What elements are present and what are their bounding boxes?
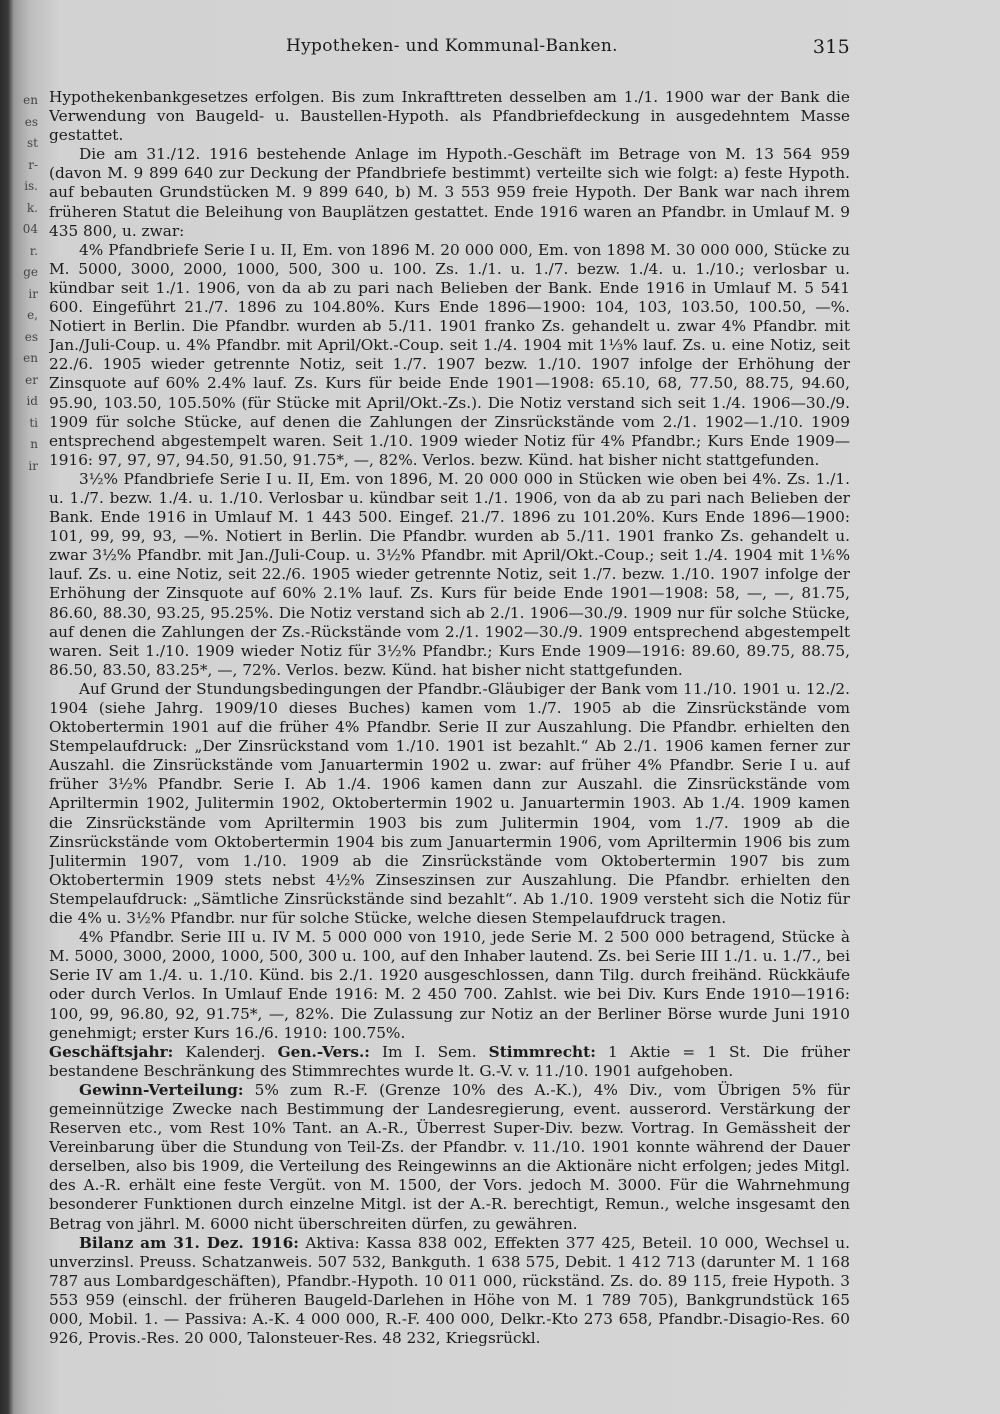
previous-page-edge (0, 90, 40, 610)
label-gewinn-verteilung: Gewinn-Verteilung: (79, 1080, 244, 1099)
gutter-fragment: st (27, 136, 38, 150)
gutter-fragment: en (23, 93, 38, 107)
paragraph-hypothek-anlage: Die am 31./12. 1916 bestehende Anlage im Hypoth.-Geschäft im Betrage von M. 13 564 959 (davon M. 9 899 640 zur Deckung der Pfandbriefe bestimmt) verteilte sich wie folgt: a) feste Hypoth. auf bebauten Grundstücken M. 9 899 640, b) M. 3 553 959 freie Hypoth. Der Bank war nach ihrem früheren Statut die Beleihung von Bauplätzen gestattet. Ende 1916 waren an Pfandbr. in Umlauf M. 9 435 800, u. zwar: (49, 145, 850, 240)
section-geschaeftsjahr (49, 1043, 850, 1081)
section-gewinn-verteilung (49, 1081, 850, 1234)
gutter-fragment: k. (26, 200, 38, 215)
running-header (48, 36, 850, 60)
paragraph-stundung: Auf Grund der Stundungsbedingungen der Pfandbr.-Gläubiger der Bank vom 11./10. 1901 u. 12./2. 1904 (siehe Jahrg. 1909/10 dieses Buches) kamen vom 1./7. 1905 ab die Zinsrückstände vom Oktobertermin 1901 auf die früher 4% Pfandbr. Serie II zur Auszahlung. Die Pfandbr. erhielten den Stempelaufdruck: „Der Zinsrückstand vom 1./10. 1901 ist bezahlt.“ Ab 2./1. 1906 kamen ferner zur Auszahl. die Zinsrückstände vom Januartermin 1902 u. zwar: auf früher 4% Pfandbr. Serie I u. auf früher 3½% Pfandbr. Serie I. Ab 1./4. 1906 kamen dann zur Auszahl. die Zinsrückstände vom Apriltermin 1902, Julitermin 1902, Oktobertermin 1902 u. Januartermin 1903. Ab 1./4. 1909 kamen die Zinsrückstände vom Apriltermin 1903 bis zum Julitermin 1904, vom 1./7. 1909 ab die Zinsrückstände vom Oktobertermin 1904 bis zum Januartermin 1906, vom Apriltermin 1906 bis zum Julitermin 1907, vom 1./10. 1909 ab die Zinsrückstände vom Oktobertermin 1907 bis zum Oktobertermin 1909 stets nebst 4½% Zinseszinsen zur Auszahlung. Die Pfandbr. erhielten den Stempelaufdruck: „Sämtliche Zinsrückstände sind bezahlt“. Ab 1./10. 1909 versteht sich die Notiz für die 4% u. 3½% Pfandbr. nur für solche Stücke, welche diesen Stempelaufdruck tragen. (49, 679, 850, 928)
text-bilanz: Aktiva: Kassa 838 002, Effekten 377 425, Beteil. 10 000, Wechsel u. unverzinsl. Preuss. Schatzanweis. 507 532, Bankguth. 1 638 575, Debit. 1 412 713 (darunter M. 1 168 787 aus Lombardgeschäften), Pfandbr.-Hypoth. 10 011 000, rückständ. Zs. do. 89 115, freie Hypoth. 3 553 959 (einschl. der früheren Baugeld-Darlehen in Höhe von M. 1 789 705), Bankgrundstück 165 000, Mobil. 1. — Passiva: A.-K. 4 000 000, R.-F. 400 000, Delkr.-Kto 273 658, Pfandbr.-Disagio-Res. 60 926, Provis.-Res. 20 000, Talonsteuer-Res. 48 232, Kriegsrückl. (49, 1233, 850, 1348)
gutter-fragment: ti (29, 415, 38, 430)
gutter-fragment: r. (29, 243, 38, 258)
header-title: Hypotheken- und Kommunal-Banken. (286, 36, 618, 56)
paragraph-3-5pct-pfandbriefe: 3½% Pfandbriefe Serie I u. II, Em. von 1896, M. 20 000 000 in Stücken wie oben bei 4%. Zs. 1./1. u. 1./7. bezw. 1./4. u. 1./10. Verlosbar u. kündbar seit 1./1. 1906, von da ab zu pari nach Belieben der Bank. Ende 1916 in Umlauf M. 1 443 500. Eingef. 21./7. 1896 zu 101.20%. Kurs Ende 1896—1900: 101, 99, 99, 93, —%. Notiert in Berlin. Die Pfandbr. wurden ab 5./11. 1901 franko Zs. gehandelt u. zwar 3½% Pfandbr. mit Jan./Juli-Coup. u. 3½% Pfandbr. mit April/Okt.-Coup.; seit 1./4. 1904 mit 1⅙% lauf. Zs. u. eine Notiz, seit 22./6. 1905 wieder getrennte Notiz, seit 1./7. bezw. 1./10. 1907 infolge der Erhöhung der Zinsquote auf 60% 2.1% lauf. Zs. Kurs für beide Ende 1901—1908: 58, —, —, 81.75, 86.60, 88.30, 93.25, 95.25%. Die Notiz verstand sich ab 2./1. 1906—30./9. 1909 nur für solche Stücke, auf denen die Zahlungen der Zs.-Rückstände vom 2./1. 1902—30./9. 1909 entsprechend abgestempelt waren. Seit 1./10. 1909 wieder Notiz für 3½% Pfandbr.; Kurs Ende 1909—1916: 89.60, 89.75, 88.75, 86.50, 83.50, 83.25*, —, 72%. Verlos. bezw. Künd. hat bisher nicht stattgefunden. (49, 469, 850, 679)
gutter-fragment: ge (23, 265, 38, 279)
paragraph-continuation: Hypothekenbankgesetzes erfolgen. Bis zum Inkrafttreten desselben am 1./1. 1900 war der Bank die Verwendung von Baugeld- u. Baustellen-Hypoth. als Pfandbriefdeckung in ausgedehntem Masse gestattet. (49, 88, 850, 145)
gutter-fragment: ir (28, 458, 38, 473)
body-text (49, 88, 850, 1398)
gutter-fragment: e, (27, 308, 38, 322)
label-stimmrecht: Stimmrecht: (488, 1042, 596, 1061)
label-geschaeftsjahr: Geschäftsjahr: (49, 1042, 174, 1061)
text-gen-vers: Im I. Sem. (369, 1042, 489, 1061)
page-number: 315 (812, 36, 850, 58)
paragraph-serie-3-4: 4% Pfandbr. Serie III u. IV M. 5 000 000 von 1910, jede Serie M. 2 500 000 betragend, Stücke à M. 5000, 3000, 2000, 1000, 500, 300 u. 100, auf den Inhaber lautend. Zs. bei Serie III 1./1. u. 1./7., bei Serie IV am 1./4. u. 1./10. Künd. bis 2./1. 1920 ausgeschlossen, dann Tilg. durch freihänd. Rückkäufe oder durch Verlos. In Umlauf Ende 1916: M. 2 450 700. Zahlst. wie bei Div. Kurs Ende 1910—1916: 100, 99, 96.80, 92, 91.75*, —, 82%. Die Zulassung zur Notiz an der Berliner Börse wurde Juni 1910 genehmigt; erster Kurs 16./6. 1910: 100.75%. (49, 928, 850, 1042)
gutter-fragment: r- (28, 157, 38, 172)
gutter-fragment: es (24, 114, 38, 129)
gutter-fragment: n (30, 437, 38, 451)
gutter-fragment: 04 (22, 222, 38, 236)
gutter-fragment: er (25, 372, 38, 387)
paragraph-4pct-pfandbriefe: 4% Pfandbriefe Serie I u. II, Em. von 1896 M. 20 000 000, Em. von 1898 M. 30 000 000, Stücke zu M. 5000, 3000, 2000, 1000, 500, 300 u. 100. Zs. 1./1. u. 1./7. bezw. 1./4. u. 1./10.; verlosbar u. kündbar seit 1./1. 1906, von da ab zu pari nach Belieben der Bank. Ende 1916 in Umlauf M. 5 541 600. Eingeführt 21./7. 1896 zu 104.80%. Kurs Ende 1896—1900: 104, 103, 103.50, 100.50, —%. Notiert in Berlin. Die Pfandbr. wurden ab 5./11. 1901 franko Zs. gehandelt u. zwar 4% Pfandbr. mit Jan./Juli-Coup. u. 4% Pfandbr. mit April/Okt.-Coup. seit 1./4. 1904 mit 1⅓% lauf. Zs. u. eine Notiz, seit 22./6. 1905 wieder getrennte Notiz, seit 1./7. 1907 bezw. 1./10. 1907 infolge der Erhöhung der Zinsquote auf 60% 2.4% lauf. Zs. Kurs für beide Ende 1901—1908: 65.10, 68, 77.50, 88.75, 94.60, 95.90, 103.50, 105.50% (für Stücke mit April/Okt.-Zs.). Die Notiz verstand sich seit 1./4. 1906—30./9. 1909 für solche Stücke, auf denen die Zahlungen der Zinsrückstände vom 2./1. 1902—1./10. 1909 entsprechend abgestempelt waren. Seit 1./10. 1909 wieder Notiz für 4% Pfandbr.; Kurs Ende 1909—1916: 97, 97, 97, 94.50, 91.50, 91.75*, —, 82%. Verlos. bezw. Künd. hat bisher nicht stattgefunden. (49, 240, 850, 469)
text-stimmrecht: 1 Aktie = 1 St. Die früher bestandene Beschränkung des Stimmrechtes wurde lt. G.-V. v. 11./10. 1901 aufgehoben. (49, 1042, 850, 1080)
gutter-fragment: es (24, 329, 38, 344)
text-gewinn-verteilung: 5% zum R.-F. (Grenze 10% des A.-K.), 4% Div., vom Übrigen 5% für gemeinnützige Zwecke nach Bestimmung der Landesregierung, event. ausserord. Verstärkung der Reserven etc., vom Rest 10% Tant. an A.-R., Überrest Super-Div. bezw. Vortrag. In Gemässheit der Vereinbarung über die Stundung von Teil-Zs. der Pfandbr. v. 11./10. 1901 konnte während der Dauer derselben, also bis 1909, die Verteilung des Reingewinns an die Aktionäre nicht erfolgen; jedes Mitgl. des A.-R. erhält eine feste Vergüt. von M. 1500, der Vors. jedoch M. 3000. Für die Wahrnehmung besonderer Funktionen durch einzelne Mitgl. ist der A.-R. berechtigt, Remun., welche insgesamt den Betrag von jährl. M. 6000 nicht überschreiten dürfen, zu gewähren. (49, 1080, 850, 1233)
text-geschaeftsjahr: Kalenderj. (173, 1042, 278, 1061)
label-gen-vers: Gen.-Vers.: (277, 1042, 370, 1061)
gutter-fragment: is. (24, 179, 38, 193)
label-bilanz: Bilanz am 31. Dez. 1916: (79, 1233, 299, 1252)
gutter-fragment: ir (28, 286, 38, 301)
gutter-fragment: en (23, 351, 38, 365)
section-bilanz (49, 1234, 850, 1349)
gutter-fragment: id (26, 394, 38, 408)
